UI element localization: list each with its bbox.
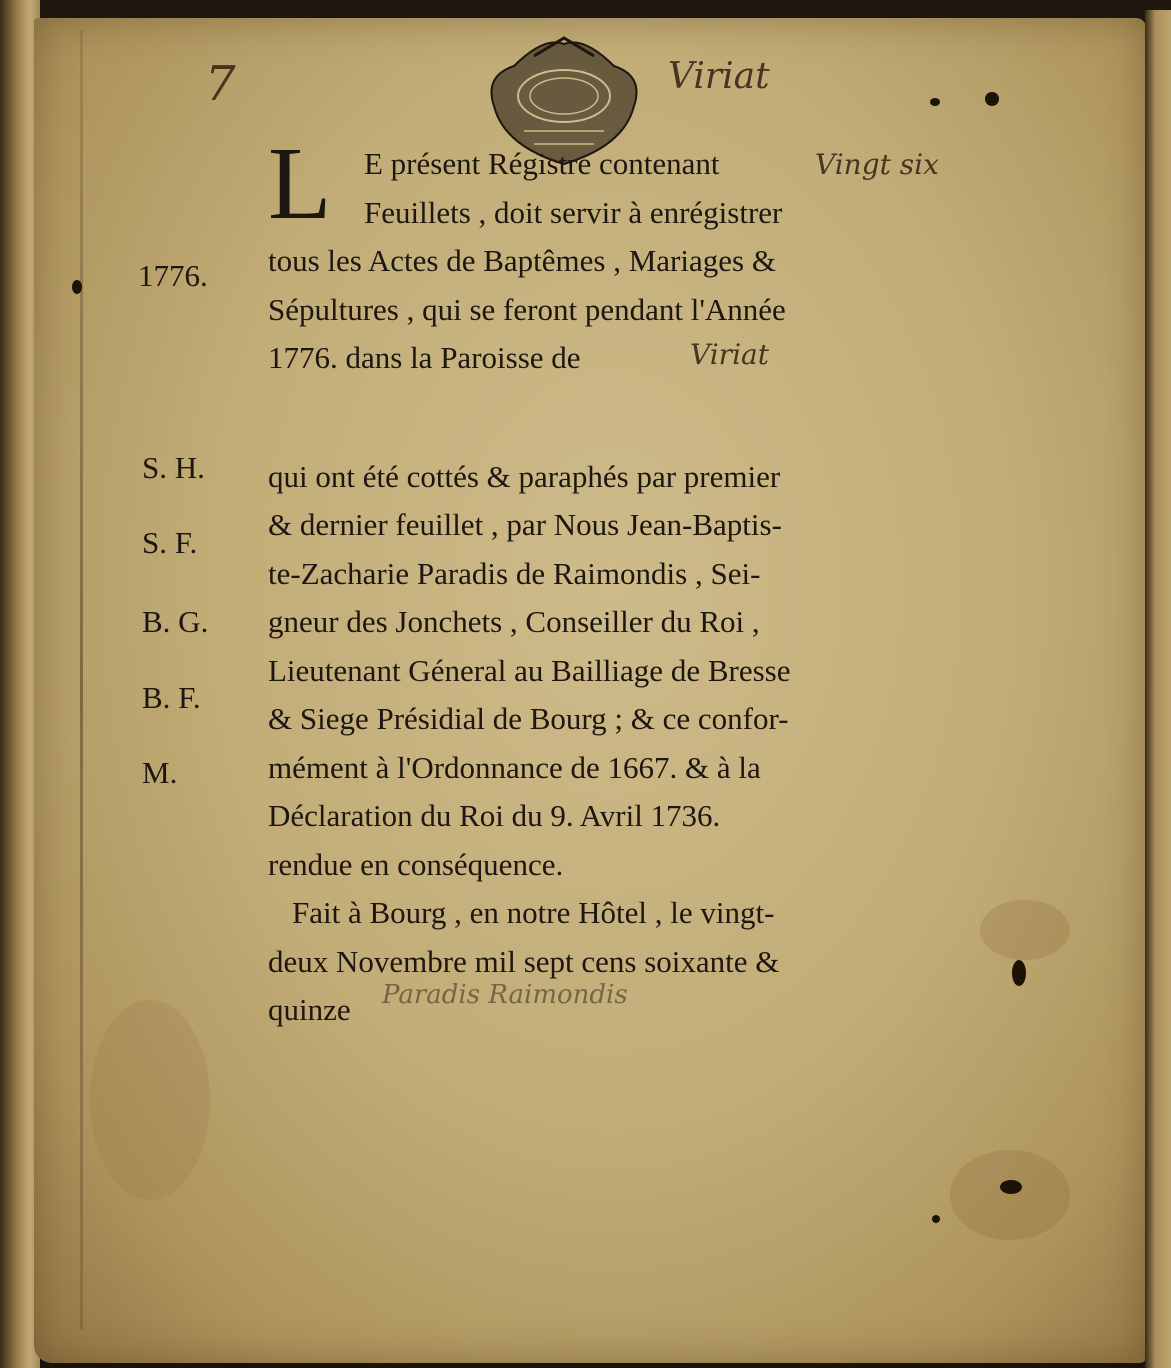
handwritten-signature: Paradis Raimondis — [382, 980, 628, 1010]
body-line: mément à l'Ordonnance de 1667. & à la — [268, 749, 761, 785]
body-line: Sépultures , qui se feront pendant l'Année — [268, 291, 786, 327]
right-page-edge — [1145, 10, 1171, 1368]
ink-speck — [985, 92, 999, 106]
top-edge — [0, 0, 1171, 20]
ink-speck — [1000, 1180, 1022, 1194]
body-line: E présent Régistre contenant — [364, 146, 720, 181]
handwritten-sheet-count: Vingt six — [815, 148, 939, 181]
ink-speck — [1012, 960, 1026, 986]
drop-cap: L — [268, 126, 332, 241]
handwritten-parish-top: Viriat — [668, 56, 770, 97]
body-line: Feuillets , doit servir à enrégistrer — [364, 194, 783, 230]
margin-abbr: B. F. — [142, 680, 201, 715]
body-line: 1776. dans la Paroisse de — [268, 340, 581, 375]
body-line: quinze — [268, 992, 351, 1027]
body-line: Lieutenant Géneral au Bailliage de Bresse — [268, 652, 791, 688]
handwritten-parish-inline: Viriat — [690, 338, 769, 371]
body-line — [268, 383, 928, 453]
margin-abbr: B. G. — [142, 604, 209, 639]
margin-abbr: S. F. — [142, 525, 198, 560]
document-body — [268, 126, 928, 1035]
stain — [950, 1150, 1070, 1240]
body-line: qui ont été cottés & paraphés par premier — [268, 458, 781, 494]
ink-speck — [930, 98, 940, 106]
body-line: Fait à Bourg , en notre Hôtel , le vingt- — [292, 895, 775, 930]
margin-abbr: S. H. — [142, 450, 205, 485]
body-line: & Siege Présidial de Bourg ; & ce confor- — [268, 701, 789, 736]
margin-year: 1776. — [138, 258, 208, 293]
ink-speck — [72, 280, 82, 294]
body-line: gneur des Jonchets , Conseiller du Roi , — [268, 604, 760, 639]
body-line: tous les Actes de Baptêmes , Mariages & — [268, 243, 776, 278]
body-line: Déclaration du Roi du 9. Avril 1736. — [268, 798, 721, 833]
ink-speck — [932, 1215, 940, 1223]
stain — [980, 900, 1070, 960]
margin-abbr: M. — [142, 755, 178, 790]
binding-fold — [80, 30, 83, 1330]
body-line: te-Zacharie Paradis de Raimondis , Sei- — [268, 555, 761, 591]
body-line: rendue en conséquence. — [268, 846, 564, 882]
handwritten-number: 7 — [205, 56, 236, 112]
body-line: deux Novembre mil sept cens soixante & — [268, 943, 780, 979]
body-line: & dernier feuillet , par Nous Jean-Baptis- — [268, 507, 782, 542]
stain — [90, 1000, 210, 1200]
